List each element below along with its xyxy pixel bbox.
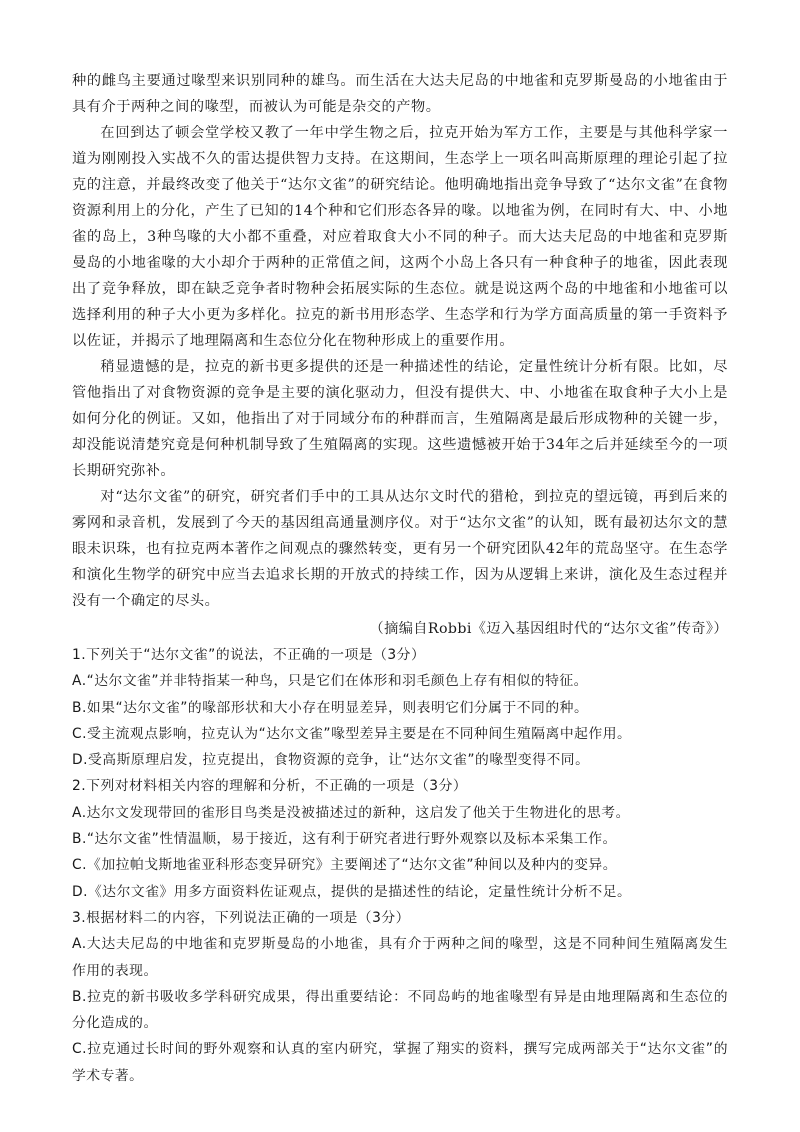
option-c: C.受主流观点影响，拉克认为“达尔文雀”喙型差异主要是在不同种间生殖隔离中起作用。: [72, 725, 632, 742]
option-a: A.“达尔文雀”并非特指某一种鸟，只是它们在体形和羽毛颜色上存有相似的特征。: [72, 673, 588, 690]
question-stem: 2.下列对材料相关内容的理解和分析，不正确的一项是（3分）: [72, 778, 468, 795]
passage-paragraph: 对“达尔文雀”的研究，研究者们手中的工具从达尔文时代的猎枪，到拉克的望远镜，再到后来的雾网和录音机，发展到了今天的基因组高通量测序仪。对于“达尔文雀”的认知，既有最初达尔文的慧眼未识珠，也有拉克两本著作之间观点的骤然转变，更有另一个研究团队42年的荒岛坚守。在生态学和演化生物学的研究中应当去追求长期的开放式的持续工作，因为从逻辑上来讲，演化及生态过程并没有一个确定的尽头。: [72, 489, 728, 609]
question-stem: 3.根据材料二的内容，下列说法正确的一项是（3分）: [72, 909, 410, 926]
passage-paragraph: 稍显遗憾的是，拉克的新书更多提供的还是一种描述性的结论，定量性统计分析有限。比如，尽管他指出了对食物资源的竞争是主要的演化驱动力，但没有提供大、中、小地雀在取食种子大小上是如何分化的例证。又如，他指出了对于同域分布的种群而言，生殖隔离是最后形成物种的关键一步，却没能说清楚究竟是何种机制导致了生殖隔离的实现。这些遗憾被开始于34年之后并延续至今的一项长期研究弥补。: [72, 359, 728, 479]
reading-passage: [72, 68, 728, 642]
question-3: [72, 905, 728, 1089]
exam-page: [72, 68, 728, 1089]
option-d: D.受高斯原理启发，拉克提出，食物资源的竞争，让“达尔文雀”的喙型变得不同。: [72, 752, 590, 769]
option-b: B.如果“达尔文雀”的喙部形状和大小存在明显差异，则表明它们分属于不同的种。: [72, 699, 589, 716]
passage-paragraph: 种的雌鸟主要通过喙型来识别同种的雄鸟。而生活在大达夫尼岛的中地雀和克罗斯曼岛的小地雀由于具有介于两种之间的喙型，而被认为可能是杂交的产物。: [72, 73, 728, 115]
option-b: B.“达尔文雀”性情温顺，易于接近，这有利于研究者进行野外观察以及标本采集工作。: [72, 831, 617, 848]
passage-source: （摘编自Robbi《迈入基因组时代的“达尔文雀”传奇》）: [369, 621, 728, 637]
question-stem: 1.下列关于“达尔文雀”的说法，不正确的一项是（3分）: [72, 647, 426, 663]
passage-paragraph: 在回到达了顿会堂学校又教了一年中学生物之后，拉克开始为军方工作，主要是与其他科学家一道为刚刚投入实战不久的雷达提供智力支持。在这期间，生态学上一项名叫高斯原理的理论引起了拉克的注意，并最终改变了他关于“达尔文雀”的研究结论。他明确地指出竞争导致了“达尔文雀”在食物资源利用上的分化，产生了已知的14个种和它们形态各异的喙。以地雀为例，在同时有大、中、小地雀的岛上，3种鸟喙的大小都不重叠，对应着取食大小不同的种子。而大达夫尼岛的中地雀和克罗斯曼岛的小地雀喙的大小却介于两种的正常值之间，这两个小岛上各只有一种食种子的地雀，因此表现出了竞争释放，即在缺乏竞争者时物种会拓展实际的生态位。就是说这两个岛的中地雀和小地雀可以选择利用的种子大小更为多样化。拉克的新书用形态学、生态学和行为学方面高质量的第一手资料予以佐证，并揭示了地理隔离和生态位分化在物种形成上的重要作用。: [72, 125, 728, 349]
option-c: C.《加拉帕戈斯地雀亚科形态变异研究》主要阐述了“达尔文雀”种间以及种内的变异。: [72, 857, 617, 874]
question-2: [72, 773, 728, 904]
option-d: D.《达尔文雀》用多方面资料佐证观点，提供的是描述性的结论，定量性统计分析不足。: [72, 883, 632, 900]
option-a: A.达尔文发现带回的雀形目鸟类是没被描述过的新种，这启发了他关于生物进化的思考。: [72, 804, 630, 821]
option-b: B.拉克的新书吸收多学科研究成果，得出重要结论：不同岛屿的地雀喙型有异是由地理隔离和生态位的分化造成的。: [72, 988, 728, 1032]
option-a: A.大达夫尼岛的中地雀和克罗斯曼岛的小地雀，具有介于两种之间的喙型，这是不同种间生殖隔离发生作用的表现。: [72, 936, 728, 979]
option-c: C.拉克通过长时间的野外观察和认真的室内研究，掌握了翔实的资料，撰写完成两部关于“达尔文雀”的学术专著。: [72, 1041, 728, 1084]
question-1: [72, 642, 728, 773]
